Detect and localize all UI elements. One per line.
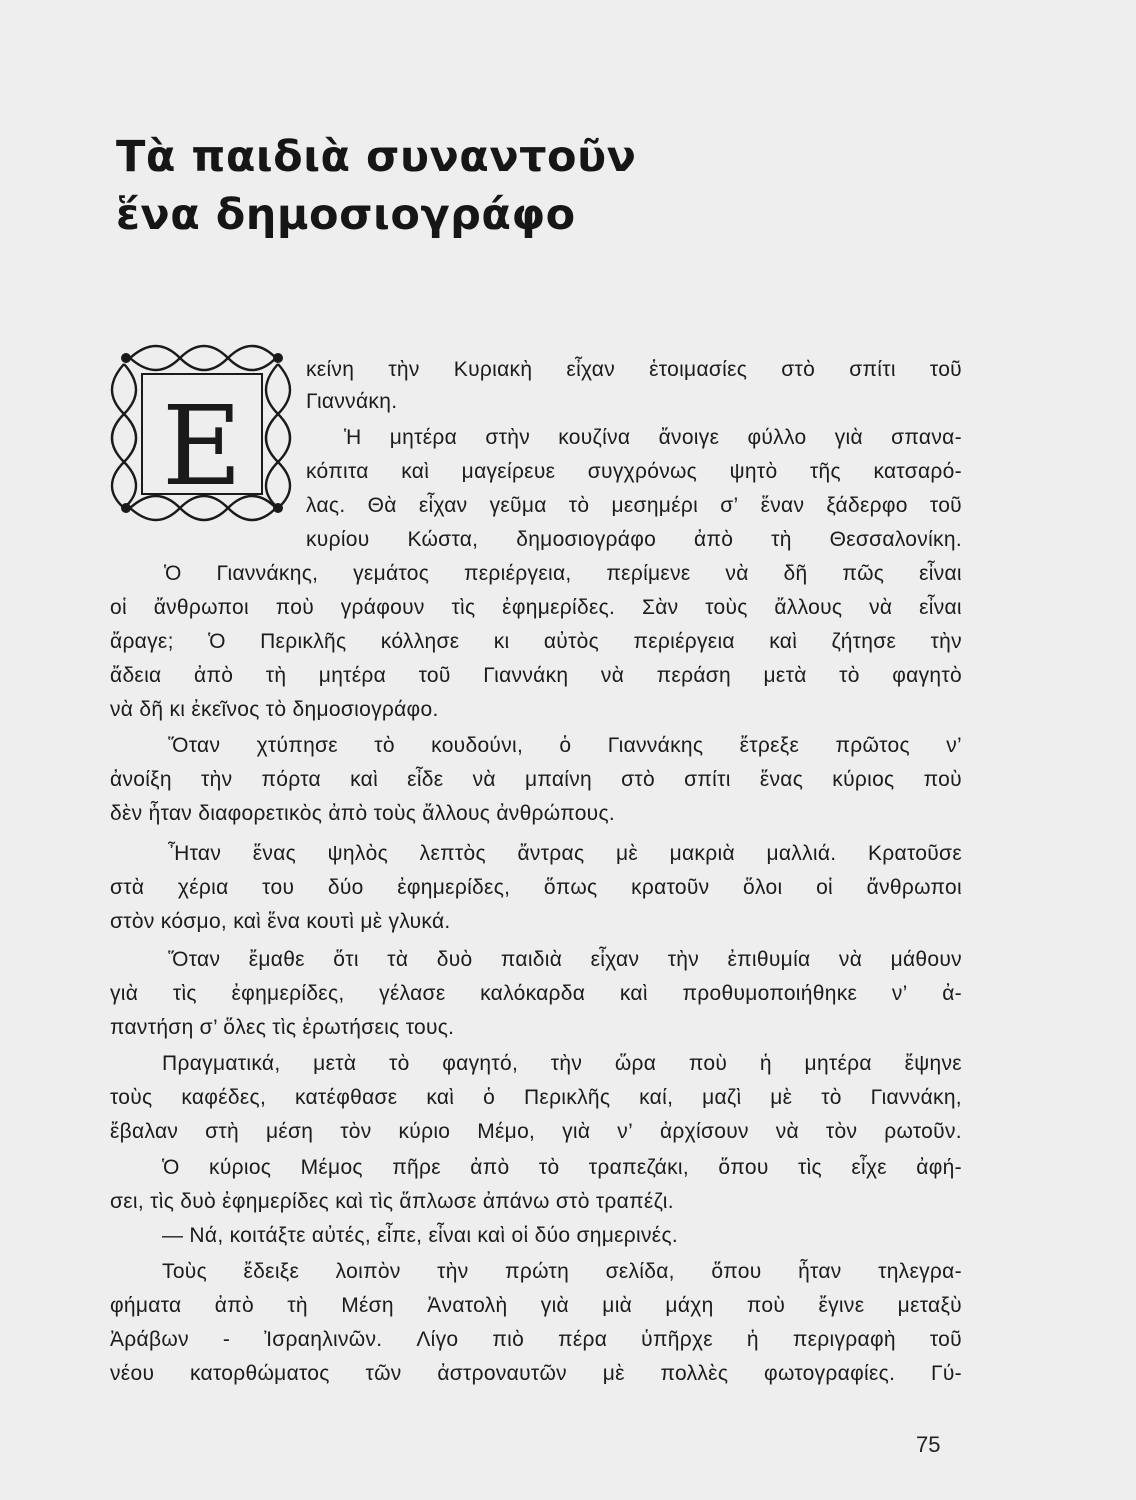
word: ἔδειξε [243,1260,300,1283]
word: ἄνοιγε [658,426,720,449]
word: ἐφημερίδες, [397,876,511,899]
body-line-4 [306,460,962,484]
chapter-title-line-1: Τὰ παιδιὰ συναντοῦν [116,132,637,182]
word: ν’ [617,1120,634,1143]
word: κουζίνα [558,426,631,449]
word: γεμάτος [353,562,430,585]
word: πῶς [842,562,885,585]
body-line-30 [110,1362,962,1386]
word: τοῦ [929,494,962,517]
word: - [222,1328,231,1351]
word: κατορθώματος [189,1362,330,1385]
body-line-10 [110,664,962,688]
word: τὴ [771,528,792,551]
body-line-13 [110,768,962,792]
word: ἄνθρωποι [866,876,962,899]
word: εἶναι [919,596,962,619]
word: νέου [110,1362,155,1385]
word: μάχη [665,1294,714,1317]
word: ποὺ [275,596,314,619]
word: πόρτα [261,768,321,791]
word: Ἰσραηλινῶν. [264,1328,383,1351]
word: μαγείρευε [461,460,556,483]
word: ἀπὸ [194,664,234,687]
word: γιὰ [562,1120,591,1143]
word: του [262,876,295,899]
word: ἀ- [942,982,962,1005]
word: περιέργεια [633,630,735,653]
word: ἀρχίσουν [659,1120,749,1143]
word: ὅπου [718,1156,769,1179]
word: περιγραφὴ [792,1328,896,1351]
word: τὴ [287,1294,308,1317]
word: τὸν [825,1120,858,1143]
word: ὑπῆρχε [641,1328,713,1351]
word: ἕνας [252,842,297,865]
word: Μέμο, [477,1120,536,1143]
word: μητέρα [804,1052,872,1075]
word: τὴν [930,630,962,653]
word: κόπιτα [306,460,369,483]
word: στὴ [205,1120,239,1143]
word: καφέδες, [181,1086,267,1109]
word: Σὰν [641,596,679,619]
word: περιέργεια, [463,562,572,585]
word: τὸ [839,664,860,687]
word: μητέρα [389,426,458,449]
word: Περικλῆς [523,1086,611,1109]
word: περάση [656,664,732,687]
word: ὅπως [543,876,598,899]
word: μαζὶ [702,1086,742,1109]
word: κυρίου [306,528,370,551]
word: τοῦ [418,664,451,687]
word: φύλλο [747,426,807,449]
chapter-title-line-2: ἕνα δημοσιογράφο [116,190,576,240]
word: Ἀράβων [110,1328,189,1351]
word: ὁ [559,734,572,757]
word: ρωτοῦν. [884,1120,962,1143]
word: παιδιὰ [500,948,563,971]
word: τὸν [340,1120,372,1143]
word: Ὁ [208,630,226,653]
word: καὶ [350,768,379,791]
word: γιὰ [540,1294,569,1317]
word: τοὺς [705,596,748,619]
word: ἐπιθυμία [727,948,811,971]
word: τὴν [201,768,233,791]
word: κόλλησε [380,630,460,653]
word: εἶναι [919,562,962,585]
word: τὴν [550,1052,583,1075]
word: Γιαννάκης, [216,562,319,585]
word: κι [493,630,510,653]
word: Τοὺς [162,1260,208,1283]
word: ὁ [483,1086,496,1109]
word: κατσαρό- [873,460,962,483]
word: ἐφημερίδες, [231,982,345,1005]
word: μετὰ [313,1052,357,1075]
word: νὰ [600,664,625,687]
word: ἑτοιμασίες [649,358,748,381]
body-line-22 [110,1086,962,1110]
word: εἶχαν [590,948,640,971]
word: μακριὰ [669,842,735,865]
word: κρατοῦν [631,876,710,899]
word: νὰ [838,948,863,971]
word: ὅλοι [743,876,783,899]
word: ἔτρεξε [739,734,800,757]
word: στὴν [485,426,530,449]
body-line-21 [162,1052,962,1076]
word: σπανα- [891,426,962,449]
body-line-27 [162,1260,962,1284]
word: πρώτη [505,1260,570,1283]
word: χέρια [177,876,229,899]
word: τὴν [437,1260,469,1283]
body-line-29 [110,1328,962,1352]
body-line-23 [110,1120,962,1144]
word: μεταξὺ [897,1294,962,1317]
word: ὥρα [614,1052,657,1075]
word: κύριος [209,1156,272,1179]
word: εἶδε [407,768,444,791]
word: τῆς [809,460,841,483]
word: ἔμαθε [248,948,305,971]
body-line-26: — Νά, κοιτάξτε αὐτές, εἶπε, εἶναι καὶ οἱ δύο σημερινές. [162,1224,678,1247]
word: Μέμος [300,1156,363,1179]
word: μητέρα [318,664,387,687]
word: ἀπὸ [214,1294,255,1317]
word: ὅπου [711,1260,762,1283]
word: γιὰ [834,426,863,449]
word: τὴ [265,664,287,687]
word: τοὺς [110,1086,153,1109]
word: νὰ [472,768,496,791]
word: πολλὲς [660,1362,729,1385]
body-line-12 [168,734,962,758]
word: συγχρόνως [587,460,698,483]
word: ποὺ [688,1052,728,1075]
word: καὶ [401,460,430,483]
word: τὴν [667,948,700,971]
word: χτύπησε [256,734,338,757]
word: ἡ [759,1052,772,1075]
word: πῆρε [392,1156,441,1179]
word: ν’ [891,982,908,1005]
word: μεσημέρι [611,494,699,517]
word: ἀνοίξη [110,768,172,791]
word: πρῶτος [835,734,910,757]
word: ὅτι [333,948,359,971]
body-line-19 [110,982,962,1006]
word: ξάδερφο [826,494,908,517]
word: δύο [327,876,364,899]
body-line-3 [344,426,962,450]
word: αὐτὸς [543,630,600,653]
word: νὰ [869,596,893,619]
word: Λίγο [416,1328,459,1351]
word: τὶς [797,1156,822,1179]
word: κείνη [306,358,355,381]
word: δῆ [783,562,808,585]
word: Ἡ [344,426,362,449]
body-line-9 [110,630,962,654]
word: στὰ [110,876,145,899]
word: ἄραγε; [110,630,174,653]
word: πέρα [558,1328,608,1351]
word: φήματα [110,1294,182,1317]
ornamental-frame-icon [108,342,294,524]
word: ἄλλους [774,596,843,619]
word: ἡ [746,1328,759,1351]
word: τὸ [568,494,590,517]
body-line-2: Γιαννάκη. [306,390,398,413]
word: νὰ [775,1120,799,1143]
word: καὶ [426,1086,455,1109]
word: τηλεγρα- [878,1260,962,1283]
word: Θὰ [367,494,397,517]
word: τὸ [538,1156,560,1179]
word: Κώστα, [407,528,479,551]
word: δυὸ [436,948,473,971]
word: γέλασε [379,982,446,1005]
word: ἕνας [759,768,804,791]
word: εἶχε [851,1156,887,1179]
body-line-7 [164,562,962,586]
word: μάθουν [890,948,962,971]
word: ζήτησε [831,630,897,653]
word: ἦταν [798,1260,842,1283]
word: τὶς [451,596,476,619]
word: δημοσιογράφο [516,528,657,551]
word: λας. [306,494,346,517]
word: Γιαννάκης [607,734,704,757]
word: Γύ- [930,1362,962,1385]
word: τοῦ [929,358,962,381]
word: λεπτὸς [419,842,486,865]
word: τὸ [388,1052,410,1075]
word: Ἀνατολὴ [427,1294,508,1317]
word: νὰ [725,562,749,585]
word: καὶ [769,630,798,653]
word: καί, [639,1086,674,1109]
body-line-24 [162,1156,962,1180]
body-line-20: παντήση σ’ ὅλες τὶς ἐρωτήσεις τους. [110,1016,455,1039]
word: σ’ [720,494,739,517]
word: ποὺ [923,768,962,791]
word: μέση [265,1120,314,1143]
word: σπίτι [849,358,896,381]
word: Πραγματικά, [162,1052,281,1075]
body-line-1 [306,358,962,382]
word: ἀπὸ [694,528,734,551]
word: ἄνθρωποι [153,596,249,619]
body-line-8 [110,596,962,620]
word: εἶχαν [418,494,468,517]
word: τὶς [172,982,197,1005]
word: Ὁ [162,1156,180,1179]
word: γράφουν [340,596,425,619]
word: μπαίνη [524,768,593,791]
word: καλόκαρδα [480,982,586,1005]
word: ἐφημερίδες. [502,596,616,619]
word: λοιπὸν [335,1260,401,1283]
word: τραπεζάκι, [588,1156,690,1179]
word: κύριο [398,1120,451,1143]
word: ἕναν [760,494,805,517]
word: ἀπὸ [470,1156,510,1179]
word: τὴν [388,358,420,381]
word: Γιαννάκη [483,664,569,687]
word: ἄδεια [110,664,162,687]
word: καὶ [619,982,648,1005]
word: τὸ [374,734,395,757]
word: σπίτι [684,768,731,791]
body-line-25: σει, τὶς δυὸ ἐφημερίδες καὶ τὶς ἅπλωσε ἀπάνω στὸ τραπέζι. [110,1190,674,1213]
word: τοῦ [929,1328,962,1351]
word: πιὸ [492,1328,525,1351]
word: κατέφθασε [294,1086,398,1109]
body-line-14: δὲν ἦταν διαφορετικὸς ἀπὸ τοὺς ἄλλους ἀνθρώπους. [110,802,616,825]
body-line-28 [110,1294,962,1318]
body-line-5 [306,494,962,518]
word: μαλλιά. [766,842,837,865]
word: ἔβαλαν [110,1120,179,1143]
word: ποὺ [746,1294,786,1317]
body-line-18 [168,948,962,972]
word: Γιαννάκη, [870,1086,962,1109]
word: κύριος [832,768,895,791]
word: φωτογραφίες. [764,1362,896,1385]
word: ἀστροναυτῶν [437,1362,567,1385]
body-line-15 [168,842,962,866]
word: ψηλὸς [327,842,389,865]
word: ν’ [946,734,962,757]
word: ψητὸ [729,460,778,483]
body-line-17: στὸν κόσμο, καὶ ἕνα κουτὶ μὲ γλυκά. [110,910,451,933]
word: μιὰ [602,1294,633,1317]
word: Ὅταν [168,948,221,971]
body-line-6 [306,528,962,552]
drop-cap-letter: Ε [161,382,243,510]
word: στὸ [781,358,816,381]
word: γεῦμα [489,494,547,517]
body-line-16 [110,876,962,900]
word: εἶχαν [566,358,616,381]
word: κουδούνι, [431,734,524,757]
word: Θεσσαλονίκη. [829,528,962,551]
word: Περικλῆς [260,630,347,653]
word: Μέση [341,1294,394,1317]
word: φαγητό, [442,1052,519,1075]
word: Κυριακὴ [453,358,533,381]
word: προθυμοποιήθηκε [682,982,858,1005]
drop-cap [108,342,294,524]
word: ἔψηνε [904,1052,962,1075]
word: ἔγινε [818,1294,865,1317]
word: οἱ [816,876,834,899]
word: γιὰ [110,982,139,1005]
word: τὰ [387,948,409,971]
word: ἄντρας [517,842,585,865]
body-line-11: νὰ δῆ κι ἐκεῖνος τὸ δημοσιογράφο. [110,698,439,721]
word: Ὁ [164,562,182,585]
word: οἱ [110,596,127,619]
word: φαγητὸ [892,664,962,687]
word: ἀφή- [916,1156,962,1179]
word: μετὰ [763,664,807,687]
word: μὲ [615,842,639,865]
word: περίμενε [606,562,691,585]
word: Ὅταν [168,734,221,757]
page-number: 75 [916,1432,941,1457]
chapter-title [116,128,816,244]
word: Κρατοῦσε [868,842,962,865]
word: μὲ [770,1086,793,1109]
word: Ἦταν [168,842,222,865]
word: σελίδα, [605,1260,675,1283]
word: τὸ [821,1086,842,1109]
word: τῶν [365,1362,402,1385]
word: μὲ [602,1362,625,1385]
word: στὸ [621,768,655,791]
